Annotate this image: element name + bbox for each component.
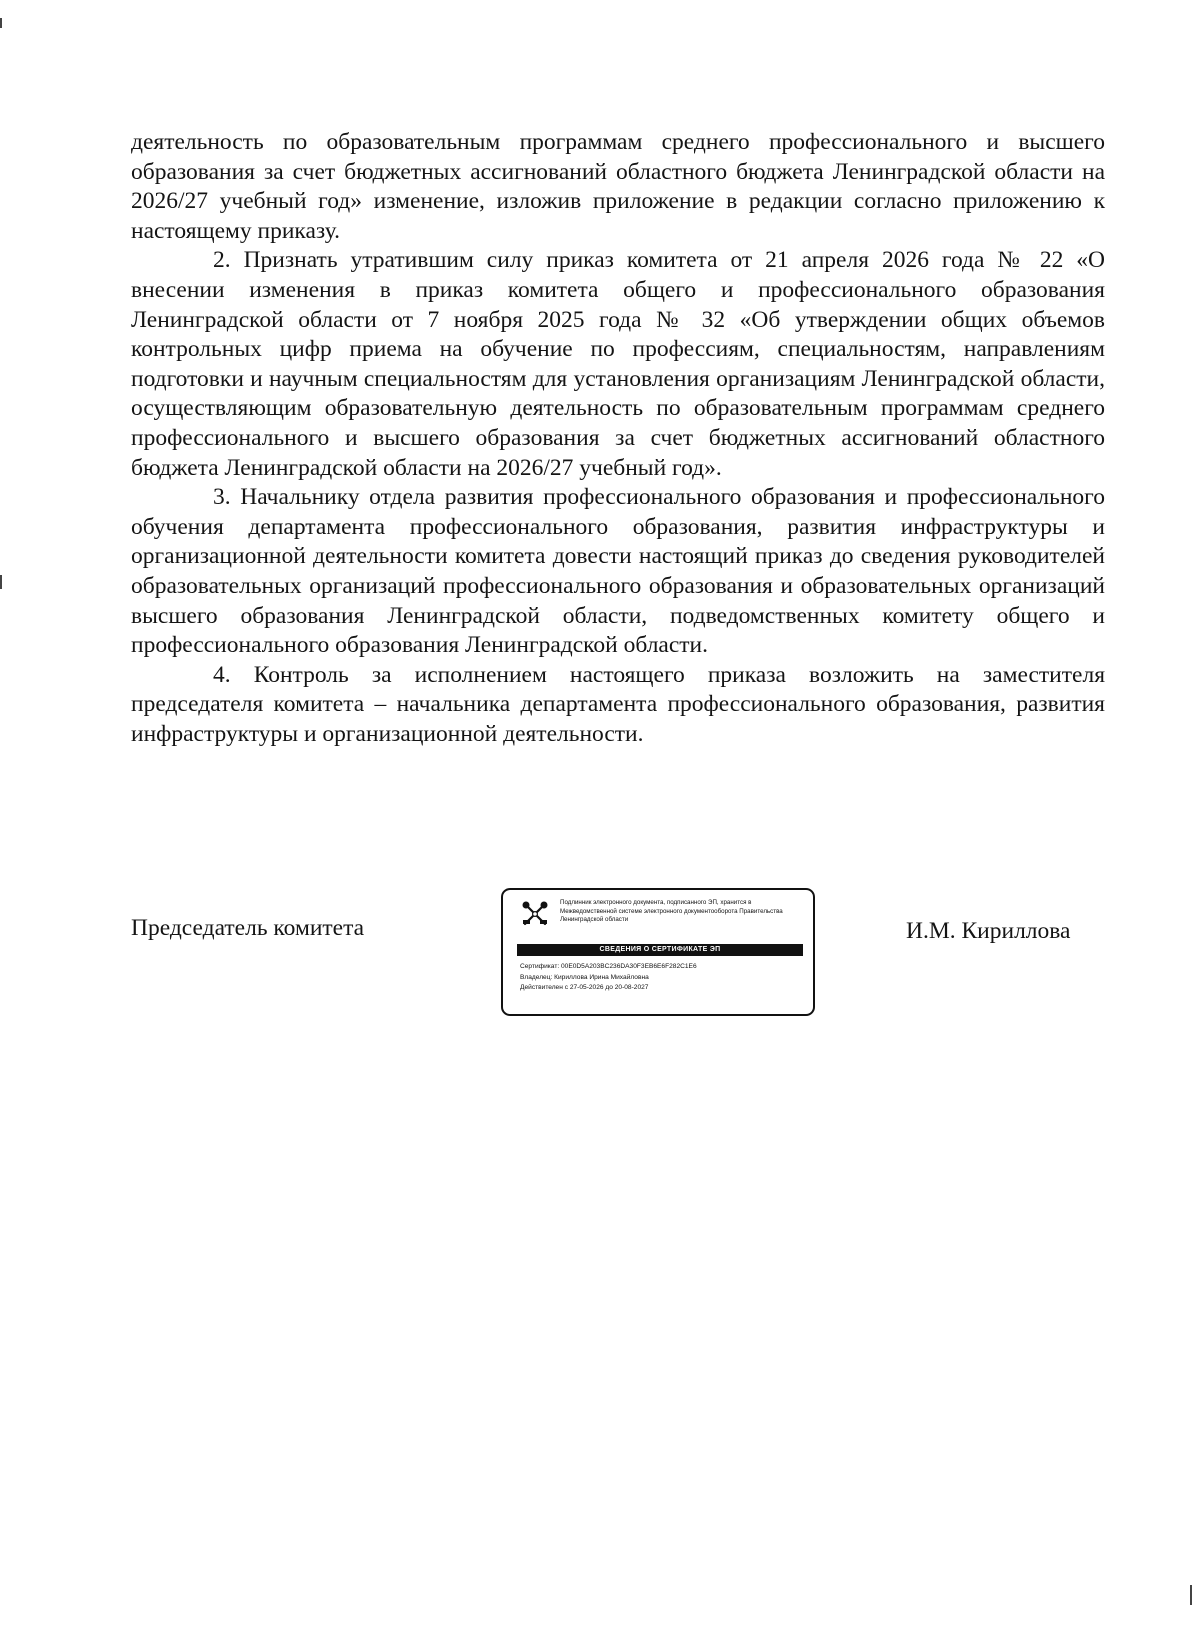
- scan-edge-mark: [0, 575, 2, 589]
- crossed-keys-emblem-icon: [520, 899, 550, 929]
- signer-position: Председатель комитета: [131, 915, 365, 941]
- stamp-validity: Действителен с 27-05-2026 до 20-08-2027: [520, 984, 649, 991]
- scan-edge-mark: [0, 18, 2, 28]
- document-body: [131, 128, 1105, 749]
- stamp-certificate-fields: [520, 962, 805, 994]
- stamp-owner: Владелец: Кириллова Ирина Михайловна: [520, 973, 649, 981]
- paragraph-4: 4. Контроль за исполнением настоящего приказа возложить на заместителя председателя комитета – начальника департамента профессионального образования, развития инфраструктуры и организационной деятельности.: [131, 661, 1105, 747]
- paragraph-1-continuation: деятельность по образовательным программам среднего профессионального и высшего образования за счет бюджетных ассигнований областного бюджета Ленинградской области на 2026/27 учебный год» изменение, изложив приложение в редакции согласно приложению к настоящему приказу.: [131, 129, 1105, 244]
- electronic-signature-stamp: [501, 888, 815, 1016]
- paragraph-2: 2. Признать утратившим силу приказ комитета от 21 апреля 2026 года № 22 «О внесении изменения в приказ комитета общего и профессионального образования Ленинградской области от 7 ноября 2025 года № 32 «Об утверждении общих объемов контрольных цифр приема на обучение по профессиям, специальностям, направлениям подготовки и научным специальностям для установления организациям Ленинградской области, осуществляющим образовательную деятельность по образовательным программам среднего профессионального и высшего образования за счет бюджетных ассигнований областного бюджета Ленинградской области на 2026/27 учебный год».: [131, 247, 1105, 481]
- paragraph-3: 3. Начальнику отдела развития профессионального образования и профессионального обучения департамента профессионального образования, развития инфраструктуры и организационной деятельности комитета довести настоящий приказ до сведения руководителей образовательных организаций профессионального образования и образовательных организаций высшего образования Ленинградской области, подведомственных комитету общего и профессионального образования Ленинградской области.: [131, 484, 1105, 659]
- scan-edge-mark: [1190, 1585, 1192, 1605]
- stamp-certificate-number: Сертификат: 00E0D5A203BC236DA30F3EB6E6F282C1E6: [520, 963, 697, 970]
- stamp-certificate-header: СВЕДЕНИЯ О СЕРТИФИКАТЕ ЭП: [517, 944, 803, 956]
- signer-name: И.М. Кириллова: [906, 918, 1071, 944]
- stamp-notice-text: Подлинник электронного документа, подписанного ЭП, хранится в Межведомственной системе электронного документооборота Правительства Ленинградской области: [560, 899, 783, 924]
- signature-block: [0, 888, 1200, 1023]
